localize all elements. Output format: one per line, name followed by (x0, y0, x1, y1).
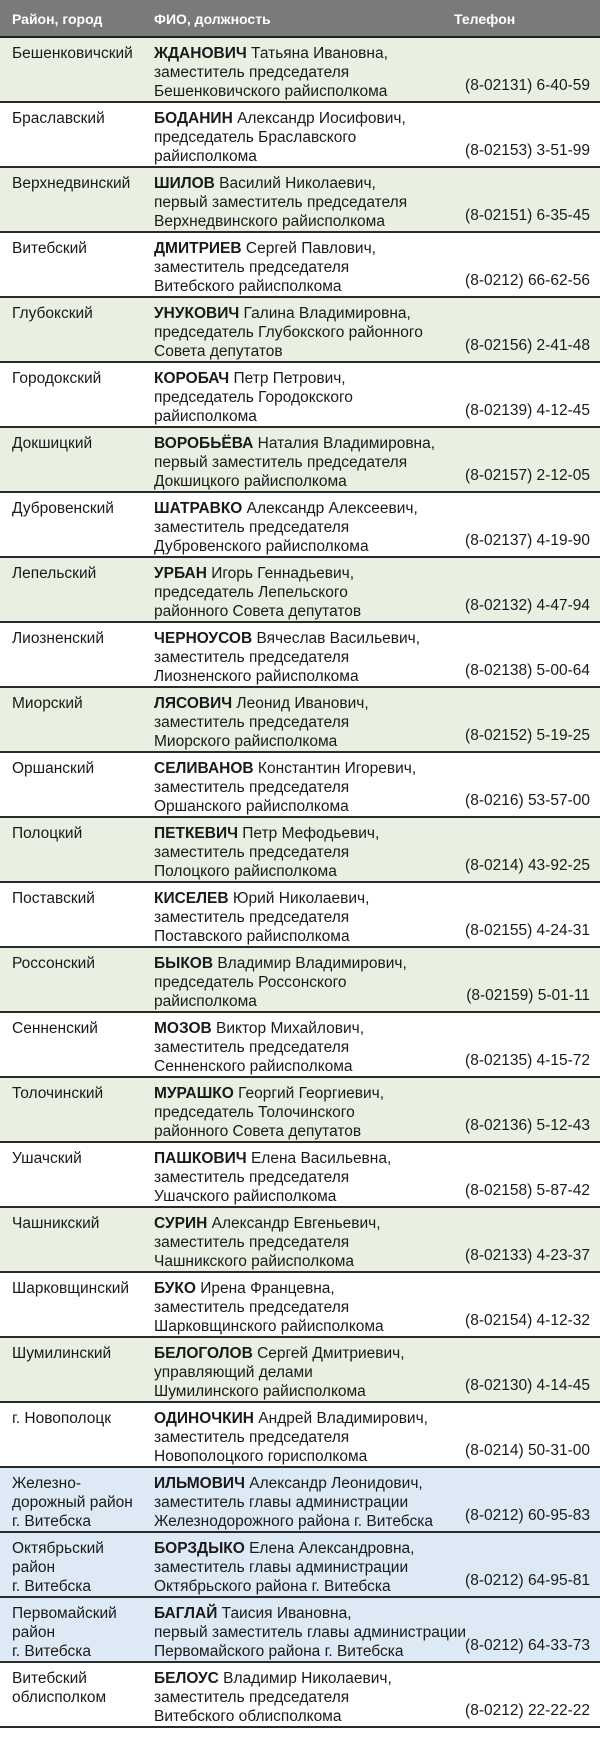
row-position-line1: первый заместитель председателя (154, 194, 408, 211)
row-name (154, 1279, 454, 1298)
row-given-name: Владимир Владимирович, (213, 955, 407, 972)
row-region: Чашникский (12, 1215, 100, 1232)
row-phone: (8-02138) 5-00-64 (465, 662, 590, 679)
row-person (154, 1604, 467, 1661)
row-position-line1: председатель Браславского (154, 129, 357, 146)
row-given-name: Юрий Николаевич, (228, 890, 370, 907)
table-row (0, 38, 600, 103)
row-region: Поставский (12, 890, 95, 907)
row-person (154, 1019, 454, 1076)
table-row (0, 298, 600, 363)
row-surname: БЫКОВ (154, 955, 214, 972)
table-row (0, 233, 600, 298)
row-name (154, 1149, 454, 1168)
row-region: Оршанский (12, 760, 95, 777)
row-position-line2: Витебского райисполкома (154, 278, 342, 295)
table-row (0, 1143, 600, 1208)
row-region: Городокский (12, 370, 102, 387)
row-person (154, 44, 454, 101)
row-surname: БАГЛАЙ (154, 1605, 218, 1622)
row-given-name: Леонид Иванович, (232, 695, 369, 712)
row-name (154, 1604, 454, 1623)
row-position-line2: Полоцкого райисполкома (154, 863, 337, 880)
row-given-name: Андрей Владимирович, (253, 1410, 428, 1427)
row-person (154, 759, 454, 816)
row-person (154, 1279, 454, 1336)
row-position-line1: управляющий делами (154, 1364, 313, 1381)
row-position-line2: Шумилинского райисполкома (154, 1383, 366, 1400)
row-name (154, 1409, 454, 1428)
row-phone: (8-02132) 4-47-94 (465, 597, 590, 614)
row-name (154, 824, 454, 843)
row-region: Толочинский (12, 1085, 104, 1102)
row-phone: (8-02159) 5-01-11 (466, 987, 590, 1004)
row-position-line2: Оршанского райисполкома (154, 798, 349, 815)
row-name (154, 1214, 454, 1233)
row-given-name: Георгий Георгиевич, (233, 1085, 385, 1102)
row-position-line2: Новополоцкого горисполкома (154, 1448, 368, 1465)
row-region: Глубокский (12, 305, 93, 322)
row-position-line2: райисполкома (154, 993, 257, 1010)
row-surname: ОДИНОЧКИН (154, 1410, 254, 1427)
table-row (0, 818, 600, 883)
row-position-line1: заместитель председателя (154, 519, 350, 536)
row-phone: (8-0214) 50-31-00 (465, 1442, 590, 1459)
row-given-name: Сергей Дмитриевич, (252, 1345, 405, 1362)
row-given-name: Александр Евгеньевич, (207, 1215, 381, 1232)
row-position-line1: председатель Толочинского (154, 1104, 355, 1121)
row-position-line1: первый заместитель председателя (154, 454, 408, 471)
row-given-name: Александр Алексеевич, (242, 500, 418, 517)
row-phone: (8-02136) 5-12-43 (465, 1117, 590, 1134)
row-name (154, 1474, 454, 1493)
row-phone: (8-02157) 2-12-05 (465, 467, 590, 484)
row-name (154, 1539, 454, 1558)
row-person (154, 109, 454, 166)
row-phone: (8-02133) 4-23-37 (465, 1247, 590, 1264)
row-position-line2: Верхнедвинского райисполкома (154, 213, 385, 230)
row-surname: БОДАНИН (154, 110, 233, 127)
row-surname: БУКО (154, 1280, 196, 1297)
table-body (0, 38, 600, 1728)
row-phone: (8-02139) 4-12-45 (465, 402, 590, 419)
table-row (0, 1078, 600, 1143)
row-given-name: Виктор Михайлович, (211, 1020, 365, 1037)
row-person (154, 564, 454, 621)
row-position-line1: заместитель председателя (154, 1429, 350, 1446)
row-phone: (8-0214) 43-92-25 (465, 857, 590, 874)
row-surname: ЖДАНОВИЧ (154, 45, 247, 62)
table-row (0, 883, 600, 948)
row-position-line2: Первомайского района г. Витебска (154, 1643, 404, 1660)
row-surname: ШИЛОВ (154, 175, 215, 192)
row-given-name: Наталия Владимировна, (253, 435, 436, 452)
row-region: Бешенковичский (12, 45, 133, 62)
table-row (0, 1273, 600, 1338)
row-position-line1: председатель Россонского (154, 974, 347, 991)
row-given-name: Татьяна Ивановна, (246, 45, 388, 62)
table-header (0, 0, 600, 38)
row-position-line2: Поставского райисполкома (154, 928, 350, 945)
row-phone: (8-0216) 53-57-00 (465, 792, 590, 809)
row-region: Ушачский (12, 1150, 82, 1167)
row-name (154, 1084, 454, 1103)
row-position-line2: райисполкома (154, 148, 257, 165)
row-given-name: Петр Мефодьевич, (237, 825, 380, 842)
row-given-name: Елена Васильевна, (246, 1150, 392, 1167)
row-position-line1: заместитель председателя (154, 259, 350, 276)
table-row (0, 1013, 600, 1078)
row-person (154, 1409, 454, 1466)
row-phone: (8-02155) 4-24-31 (465, 922, 590, 939)
row-region: Лиозненский (12, 630, 104, 647)
row-phone: (8-02151) 6-35-45 (465, 207, 590, 224)
row-phone: (8-02130) 4-14-45 (465, 1377, 590, 1394)
row-given-name: Александр Иосифович, (232, 110, 406, 127)
row-person (154, 239, 454, 296)
row-position-line1: заместитель главы администрации (154, 1494, 409, 1511)
table-row (0, 558, 600, 623)
row-person (154, 369, 454, 426)
header-region: Район, город (12, 11, 103, 27)
row-name (154, 304, 454, 323)
row-phone: (8-02156) 2-41-48 (465, 337, 590, 354)
row-phone: (8-0212) 66-62-56 (465, 272, 590, 289)
row-surname: ПЕТКЕВИЧ (154, 825, 238, 842)
row-position-line2: Миорского райисполкома (154, 733, 338, 750)
row-phone: (8-02158) 5-87-42 (465, 1182, 590, 1199)
row-position-line2: райисполкома (154, 408, 257, 425)
row-person (154, 1214, 454, 1271)
row-given-name: Сергей Павлович, (241, 240, 376, 257)
row-given-name: Константин Игоревич, (253, 760, 417, 777)
row-position-line2: Октябрьского района г. Витебска (154, 1578, 391, 1595)
row-name (154, 694, 454, 713)
row-position-line1: заместитель председателя (154, 909, 350, 926)
row-phone: (8-02135) 4-15-72 (465, 1052, 590, 1069)
row-person (154, 499, 454, 556)
row-surname: МОЗОВ (154, 1020, 212, 1037)
row-position-line2: Витебского облисполкома (154, 1708, 342, 1725)
row-person (154, 1084, 454, 1141)
row-region: Верхнедвинский (12, 175, 131, 192)
row-region: г. Новополоцк (12, 1410, 112, 1427)
row-name (154, 174, 454, 193)
row-person (154, 629, 454, 686)
row-region: Шумилинский (12, 1345, 112, 1362)
row-position-line2: Дубровенского райисполкома (154, 538, 369, 555)
row-person (154, 174, 454, 231)
table-row (0, 1208, 600, 1273)
row-region: Витебский (12, 240, 87, 257)
row-surname: СЕЛИВАНОВ (154, 760, 254, 777)
row-surname: ИЛЬМОВИЧ (154, 1475, 245, 1492)
row-position-line1: заместитель председателя (154, 1039, 350, 1056)
row-phone: (8-0212) 64-33-73 (465, 1637, 590, 1654)
row-given-name: Александр Леонидович, (244, 1475, 423, 1492)
row-person (154, 1474, 454, 1531)
row-position-line1: заместитель председателя (154, 779, 350, 796)
row-given-name: Галина Владимировна, (239, 305, 411, 322)
table-row (0, 623, 600, 688)
row-name (154, 629, 454, 648)
row-person (154, 694, 454, 751)
table-row (0, 168, 600, 233)
row-surname: БЕЛОГОЛОВ (154, 1345, 253, 1362)
table-row (0, 1338, 600, 1403)
row-surname: БЕЛОУС (154, 1670, 219, 1687)
row-region: Докшицкий (12, 435, 93, 452)
row-name (154, 44, 454, 63)
row-person (154, 1669, 454, 1726)
row-region: Лепельский (12, 565, 97, 582)
row-phone: (8-02152) 5-19-25 (465, 727, 590, 744)
table-row (0, 103, 600, 168)
row-surname: УРБАН (154, 565, 207, 582)
row-given-name: Вячеслав Васильевич, (252, 630, 421, 647)
row-position-line2: Бешенковичского райисполкома (154, 83, 388, 100)
row-given-name: Елена Александровна, (244, 1540, 415, 1557)
row-position-line1: заместитель председателя (154, 64, 350, 81)
table-row (0, 1533, 600, 1598)
row-name (154, 499, 454, 518)
table-row (0, 493, 600, 558)
row-name (154, 434, 454, 453)
row-region: Россонский (12, 955, 95, 972)
row-phone: (8-0212) 60-95-83 (465, 1507, 590, 1524)
row-region: Железно- дорожный район г. Витебска (12, 1475, 133, 1530)
row-position-line2: Ушачского райисполкома (154, 1188, 337, 1205)
row-phone: (8-02153) 3-51-99 (465, 142, 590, 159)
row-region: Витебский облисполком (12, 1670, 107, 1706)
row-person (154, 954, 454, 1011)
row-person (154, 434, 454, 491)
row-surname: ЛЯСОВИЧ (154, 695, 233, 712)
row-position-line1: заместитель председателя (154, 714, 350, 731)
table-row (0, 1663, 600, 1728)
header-name: ФИО, должность (154, 11, 271, 27)
row-position-line1: председатель Городокского (154, 389, 353, 406)
row-person (154, 1344, 454, 1401)
row-position-line1: первый заместитель главы администрации (154, 1624, 467, 1641)
row-phone: (8-0212) 22-22-22 (465, 1702, 590, 1719)
row-given-name: Таисия Ивановна, (217, 1605, 352, 1622)
table-row (0, 753, 600, 818)
row-surname: ВОРОБЬЁВА (154, 435, 254, 452)
row-surname: КОРОБАЧ (154, 370, 230, 387)
row-person (154, 1149, 454, 1206)
row-surname: МУРАШКО (154, 1085, 234, 1102)
row-surname: ЧЕРНОУСОВ (154, 630, 253, 647)
table-row (0, 1403, 600, 1468)
row-name (154, 1019, 454, 1038)
row-name (154, 369, 454, 388)
row-given-name: Ирена Францевна, (195, 1280, 335, 1297)
row-region: Браславский (12, 110, 105, 127)
table-row (0, 1598, 600, 1663)
row-given-name: Василий Николаевич, (214, 175, 376, 192)
row-name (154, 1344, 454, 1363)
row-position-line1: председатель Лепельского (154, 584, 348, 601)
row-person (154, 304, 454, 361)
row-position-line1: заместитель председателя (154, 1234, 350, 1251)
row-person (154, 1539, 454, 1596)
row-surname: СУРИН (154, 1215, 208, 1232)
row-surname: КИСЕЛЕВ (154, 890, 229, 907)
row-position-line2: районного Совета депутатов (154, 1123, 362, 1140)
row-name (154, 759, 454, 778)
row-phone: (8-02154) 4-12-32 (465, 1312, 590, 1329)
row-surname: ПАШКОВИЧ (154, 1150, 247, 1167)
table-row (0, 948, 600, 1013)
row-position-line1: заместитель председателя (154, 1689, 350, 1706)
row-name (154, 239, 454, 258)
row-region: Октябрьский район г. Витебска (12, 1540, 104, 1595)
row-position-line1: заместитель главы администрации (154, 1559, 409, 1576)
row-phone: (8-02131) 6-40-59 (465, 77, 590, 94)
header-phone: Телефон (454, 11, 516, 27)
row-surname: ДМИТРИЕВ (154, 240, 242, 257)
row-name (154, 1669, 454, 1688)
row-region: Сенненский (12, 1020, 98, 1037)
row-name (154, 889, 454, 908)
row-person (154, 824, 454, 881)
row-region: Миорский (12, 695, 83, 712)
row-position-line2: районного Совета депутатов (154, 603, 362, 620)
row-phone: (8-02137) 4-19-90 (465, 532, 590, 549)
table-row (0, 688, 600, 753)
row-position-line2: Железнодорожного района г. Витебска (154, 1513, 433, 1530)
row-position-line1: председатель Глубокского районного (154, 324, 423, 341)
row-position-line1: заместитель председателя (154, 1169, 350, 1186)
row-position-line2: Совета депутатов (154, 343, 283, 360)
row-person (154, 889, 454, 946)
table-row (0, 363, 600, 428)
row-position-line2: Чашникского райисполкома (154, 1253, 355, 1270)
row-position-line2: Докшицкого райисполкома (154, 473, 347, 490)
row-region: Полоцкий (12, 825, 83, 842)
row-region: Шарковщинский (12, 1280, 130, 1297)
row-position-line2: Лиозненского райисполкома (154, 668, 359, 685)
row-name (154, 954, 454, 973)
row-region: Первомайский район г. Витебска (12, 1605, 117, 1660)
table-row (0, 428, 600, 493)
row-name (154, 564, 454, 583)
row-given-name: Владимир Николаевич, (218, 1670, 392, 1687)
row-position-line1: заместитель председателя (154, 649, 350, 666)
row-position-line1: заместитель председателя (154, 844, 350, 861)
row-position-line1: заместитель председателя (154, 1299, 350, 1316)
row-phone: (8-0212) 64-95-81 (465, 1572, 590, 1589)
row-given-name: Петр Петрович, (229, 370, 346, 387)
row-given-name: Игорь Геннадьевич, (206, 565, 355, 582)
row-surname: БОРЗДЫКО (154, 1540, 245, 1557)
row-surname: ШАТРАВКО (154, 500, 243, 517)
row-name (154, 109, 454, 128)
table-row (0, 1468, 600, 1533)
row-surname: УНУКОВИЧ (154, 305, 240, 322)
row-position-line2: Сенненского райисполкома (154, 1058, 353, 1075)
row-position-line2: Шарковщинского райисполкома (154, 1318, 384, 1335)
row-region: Дубровенский (12, 500, 114, 517)
